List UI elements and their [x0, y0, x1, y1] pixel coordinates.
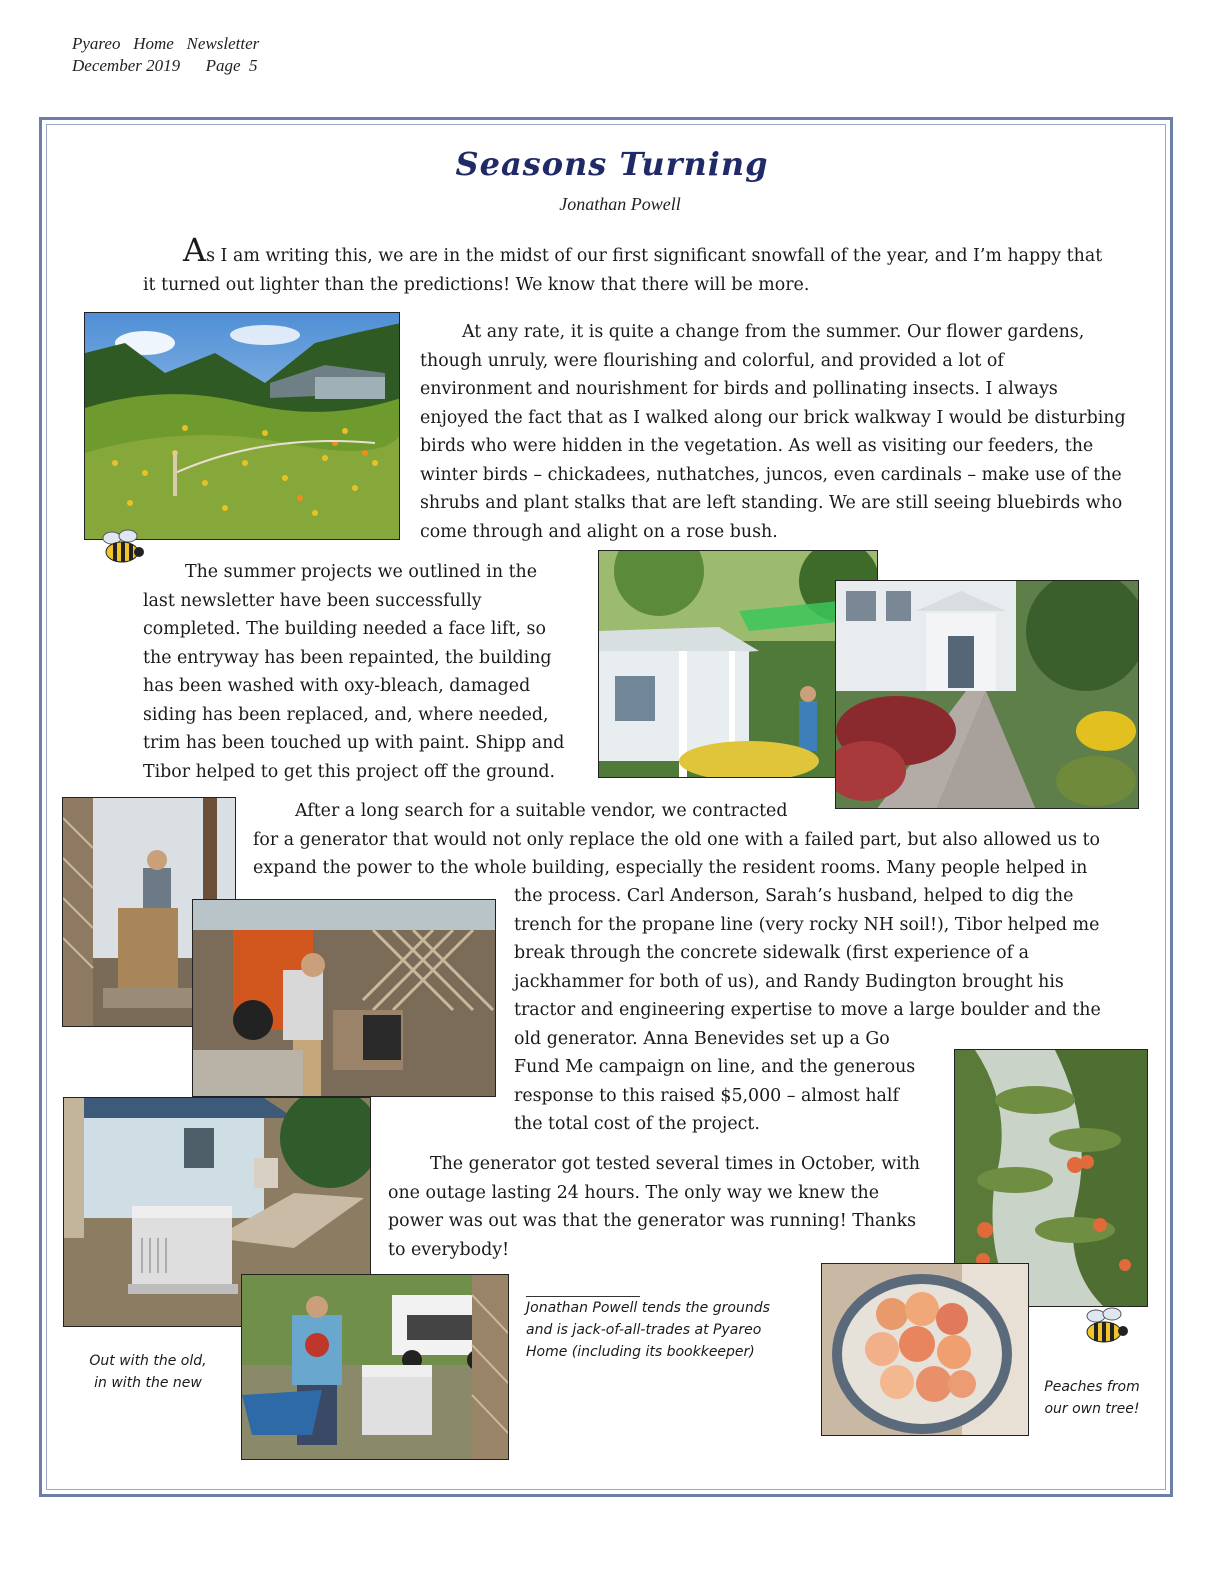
- caption-line: Out with the old,: [89, 1353, 207, 1369]
- text-line: The generator got tested several times in October, with: [430, 1154, 920, 1174]
- text-line: completed. The building needed a face lift, so: [143, 619, 546, 639]
- text-line: it turned out lighter than the predictions! We know that there will be more.: [143, 274, 810, 295]
- text-line: s I am writing this, we are in the midst of our first significant snowfall of the year, and I’m happy that: [206, 246, 1103, 266]
- paragraph-gardens: [420, 318, 1126, 546]
- article-title: Seasons Turning: [455, 145, 769, 183]
- text-line: jackhammer for both of us), and Randy Budington brought his: [514, 971, 1064, 992]
- paragraph-generator-test: [388, 1150, 920, 1264]
- caption-line: our own tree!: [1044, 1401, 1140, 1417]
- paragraph-generator-intro: [253, 797, 1100, 883]
- text-line: Fund Me campaign on line, and the generous: [514, 1057, 916, 1077]
- running-head: [72, 33, 259, 77]
- note-line: and is jack-of-all-trades at Pyareo: [526, 1322, 762, 1338]
- text-line: old generator. Anna Benevides set up a Go: [514, 1028, 890, 1049]
- wheelbarrow-photo: [241, 1274, 509, 1460]
- text-line: shrubs and plant stalks that are left standing. We are still seeing bluebirds who: [420, 493, 1123, 513]
- text-line: After a long search for a suitable vendor, we contracted: [295, 801, 788, 821]
- text-line: break through the concrete sidewalk (first experience of a: [514, 943, 1029, 963]
- newsletter-name: Pyareo Home Newsletter: [72, 34, 260, 53]
- caption-line: in with the new: [94, 1375, 202, 1391]
- text-line: Tibor helped to get this project off the ground.: [143, 761, 556, 782]
- text-line: trim has been touched up with paint. Shipp and: [143, 733, 565, 753]
- text-line: siding has been replaced, and, where needed,: [143, 704, 549, 725]
- text-line: environment and nourishment for birds and pollinating insects. I always: [420, 379, 1058, 399]
- text-line: though unruly, were flourishing and colorful, and provided a lot of: [420, 350, 1004, 371]
- text-line: the entryway has been repainted, the building: [143, 647, 552, 668]
- text-line: expand the power to the whole building, especially the resident rooms. Many people helped in: [253, 858, 1088, 878]
- text-line: to everybody!: [388, 1239, 510, 1260]
- paragraph-intro: [143, 231, 1103, 299]
- paragraph-summer-projects: [143, 558, 564, 786]
- bee-icon: [96, 528, 148, 572]
- article-byline: Jonathan Powell: [559, 194, 681, 214]
- text-line: response to this raised $5,000 – almost half: [514, 1085, 899, 1106]
- text-line: the total cost of the project.: [514, 1114, 760, 1134]
- generator-caption: [66, 1350, 230, 1394]
- peach-bowl-photo: [821, 1263, 1029, 1436]
- entryway-photo: [835, 580, 1139, 809]
- issue-date-page: December 2019 Page 5: [72, 56, 258, 75]
- peaches-caption: [1030, 1376, 1154, 1420]
- text-line: power was out was that the generator was running! Thanks: [388, 1211, 917, 1231]
- note-line: Home (including its bookkeeper): [526, 1344, 755, 1360]
- text-line: winter birds – chickadees, nuthatches, juncos, even cardinals – make use of the: [420, 464, 1122, 485]
- text-line: trench for the propane line (very rocky NH soil!), Tibor helped me: [514, 914, 1100, 935]
- text-line: has been washed with oxy-bleach, damaged: [143, 676, 531, 696]
- caption-line: Peaches from: [1044, 1379, 1140, 1395]
- text-line: enjoyed the fact that as I walked along our brick walkway I would be disturbing: [420, 407, 1126, 428]
- text-line: for a generator that would not only replace the old one with a failed part, but also allowed us to: [253, 829, 1100, 850]
- text-line: birds who were hidden in the vegetation. As well as visiting our feeders, the: [420, 436, 1094, 456]
- author-note: [526, 1297, 770, 1363]
- text-line: the process. Carl Anderson, Sarah’s husband, helped to dig the: [514, 886, 1074, 906]
- generator-work-photo: [192, 899, 496, 1097]
- text-line: one outage lasting 24 hours. The only way we knew the: [388, 1182, 879, 1203]
- note-line: Jonathan Powell tends the grounds: [526, 1300, 770, 1316]
- bee-icon: [1078, 1306, 1134, 1352]
- drop-cap: A: [183, 231, 207, 269]
- text-line: last newsletter have been successfully: [143, 590, 482, 611]
- text-line: tractor and engineering expertise to move a large boulder and the: [514, 1000, 1101, 1020]
- text-line: The summer projects we outlined in the: [185, 562, 538, 582]
- garden-photo: [84, 312, 400, 540]
- text-line: At any rate, it is quite a change from the summer. Our flower gardens,: [462, 322, 1085, 342]
- text-line: come through and alight on a rose bush.: [420, 521, 778, 542]
